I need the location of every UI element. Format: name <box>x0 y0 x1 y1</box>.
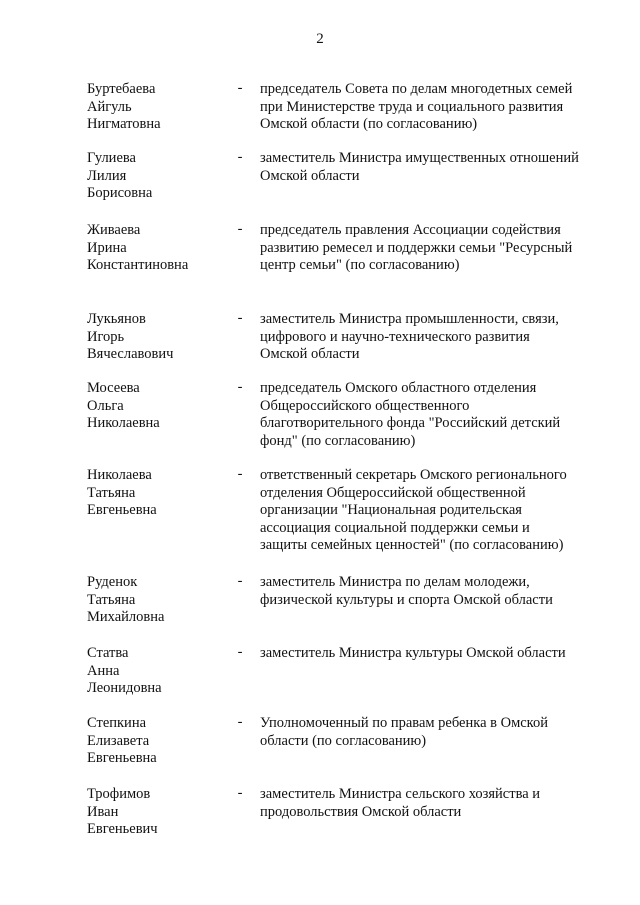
member-name <box>87 150 227 203</box>
member-first-name: Ольга <box>87 397 124 414</box>
member-role: заместитель Министра имущественных отношений Омской области <box>260 150 579 184</box>
member-first-name: Иван <box>87 803 119 820</box>
member-first-name: Анна <box>87 662 120 679</box>
member-dash: - <box>237 644 243 660</box>
member-surname: Николаева <box>87 467 152 483</box>
member-patronymic: Нигматовна <box>87 116 161 132</box>
member-first-name: Айгуль <box>87 98 132 115</box>
member-patronymic: Леонидовна <box>87 680 162 696</box>
member-name <box>87 311 227 364</box>
member-surname: Статва <box>87 645 129 661</box>
member-dash: - <box>237 149 243 165</box>
member-first-name: Лилия <box>87 167 127 184</box>
member-name <box>87 715 227 768</box>
member-first-name: Елизавета <box>87 732 150 749</box>
member-patronymic: Евгеньевич <box>87 821 158 837</box>
member-dash: - <box>237 310 243 326</box>
page-number: 2 <box>316 31 324 47</box>
member-patronymic: Михайловна <box>87 609 165 625</box>
member-role: председатель правления Ассоциации содействия развитию ремесел и поддержки семьи "Ресурсный центр семьи" (по согласованию) <box>260 222 573 273</box>
member-role: председатель Омского областного отделения Общероссийского общественного благотворительного фонда "Российский детский фонд" (по согласованию) <box>260 380 561 449</box>
member-patronymic: Николаевна <box>87 415 160 431</box>
member-dash: - <box>237 714 243 730</box>
member-name <box>87 574 227 627</box>
member-first-name: Ирина <box>87 239 127 256</box>
member-surname: Руденок <box>87 574 138 590</box>
member-role: Уполномоченный по правам ребенка в Омской области (по согласованию) <box>260 715 549 749</box>
member-role: заместитель Министра культуры Омской области <box>260 645 566 661</box>
member-first-name: Игорь <box>87 328 125 345</box>
member-role: заместитель Министра промышленности, связи, цифрового и научно-технического развития Омской области <box>260 311 559 362</box>
member-role: заместитель Министра сельского хозяйства и продовольствия Омской области <box>260 786 541 820</box>
member-name <box>87 467 227 520</box>
member-name <box>87 81 227 134</box>
member-surname: Мосеева <box>87 380 140 396</box>
member-name <box>87 786 227 839</box>
member-first-name: Татьяна <box>87 591 136 608</box>
member-dash: - <box>237 573 243 589</box>
member-patronymic: Евгеньевна <box>87 750 157 766</box>
member-dash: - <box>237 466 243 482</box>
member-patronymic: Вячеславович <box>87 346 174 362</box>
member-surname: Трофимов <box>87 786 151 802</box>
member-patronymic: Борисовна <box>87 185 153 201</box>
member-role: заместитель Министра по делам молодежи, физической культуры и спорта Омской области <box>260 574 553 608</box>
member-surname: Гулиева <box>87 150 136 166</box>
member-patronymic: Константиновна <box>87 257 189 273</box>
member-dash: - <box>237 379 243 395</box>
member-dash: - <box>237 80 243 96</box>
member-role: ответственный секретарь Омского регионального отделения Общероссийской общественной организации "Национальная родительская ассоциация социальной поддержки семьи и защиты семейных ценностей" (по согласованию) <box>260 467 567 553</box>
member-surname: Буртебаева <box>87 81 156 97</box>
member-name <box>87 380 227 433</box>
member-surname: Лукьянов <box>87 311 146 327</box>
member-name <box>87 222 227 275</box>
member-surname: Степкина <box>87 715 147 731</box>
member-dash: - <box>237 785 243 801</box>
member-patronymic: Евгеньевна <box>87 502 157 518</box>
member-dash: - <box>237 221 243 237</box>
member-surname: Живаева <box>87 222 141 238</box>
member-role: председатель Совета по делам многодетных семей при Министерстве труда и социального развития Омской области (по согласованию) <box>260 81 573 132</box>
member-first-name: Татьяна <box>87 484 136 501</box>
member-name <box>87 645 227 698</box>
